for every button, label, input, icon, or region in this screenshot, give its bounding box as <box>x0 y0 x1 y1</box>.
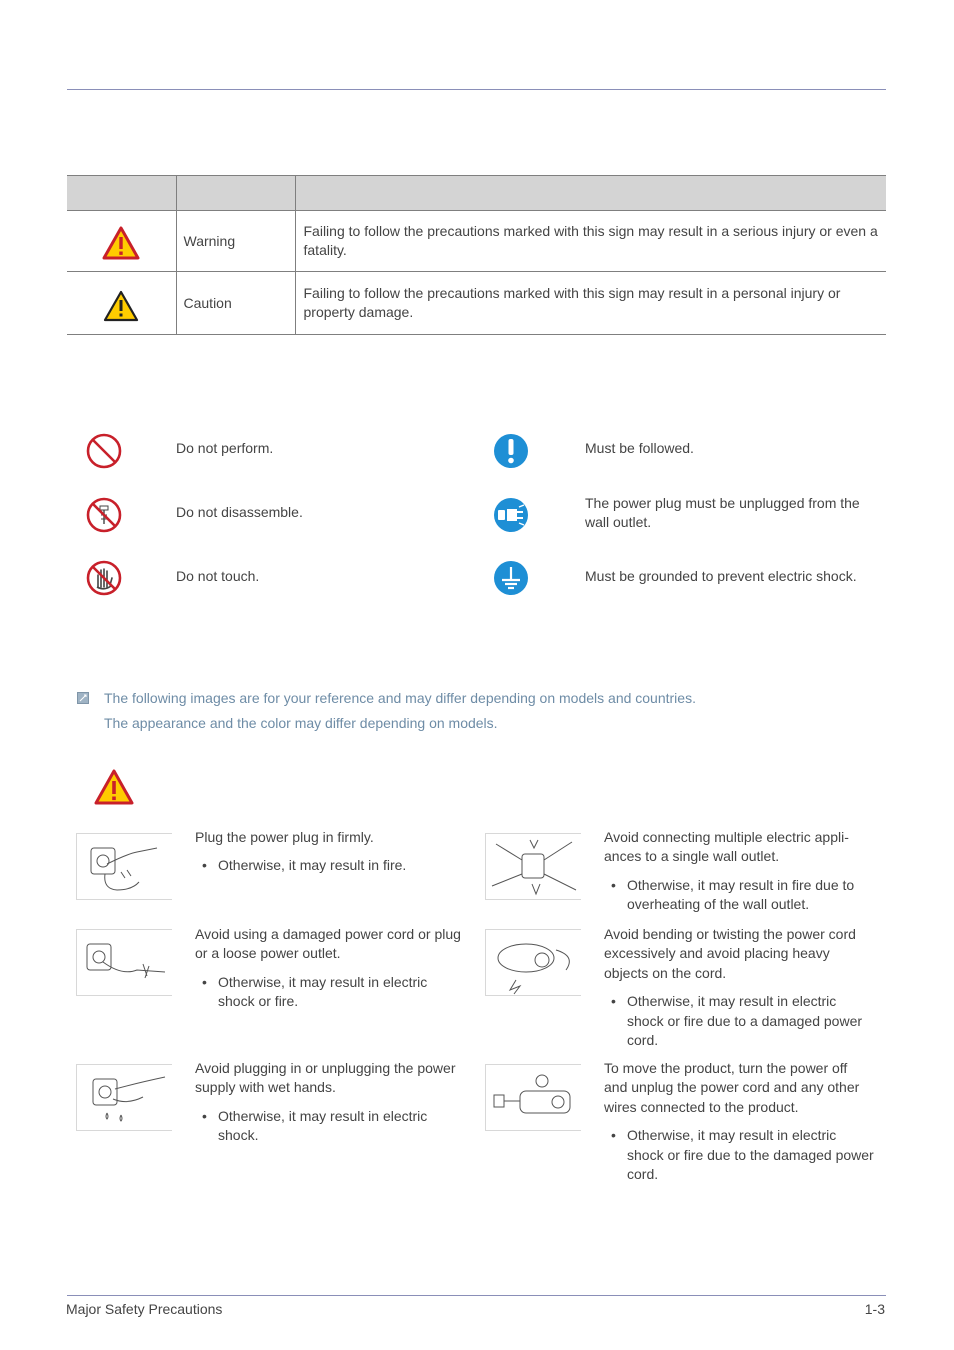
item-bullet: • Otherwise, it may result in fire. <box>195 856 467 875</box>
projector-cord-icon <box>486 930 582 997</box>
item-text: Avoid using a damaged power cord or plug or a loose power outlet. <box>195 926 461 962</box>
multi-plug-icon <box>486 834 582 901</box>
item-bullet: • Otherwise, it may result in electric shock or fire due to the damaged power cord. <box>604 1126 874 1184</box>
item-bullet: • Otherwise, it may result in electric shock. <box>195 1107 467 1146</box>
sign-label-caution: Caution <box>176 272 295 335</box>
ground-icon <box>493 560 529 596</box>
sign-label-warning: Warning <box>176 211 295 272</box>
item-text: To move the product, turn the power off and unplug the power cord and any other wires connected to the product. <box>604 1060 860 1115</box>
item-text: Avoid connecting multiple electric appli-ances to a single wall outlet. <box>604 829 849 865</box>
item-bullet: • Otherwise, it may result in fire due to overheating of the wall outlet. <box>604 876 874 915</box>
exclamation-mandatory-icon <box>493 433 529 469</box>
projector-unplug-icon <box>486 1065 582 1132</box>
caution-triangle-icon <box>103 290 139 322</box>
symbol-unplug: The power plug must be unplugged from the wall outlet. <box>585 495 860 530</box>
footer-section-title: Major Safety Precautions <box>66 1301 223 1317</box>
warning-red-triangle-icon <box>102 226 140 260</box>
no-touch-icon <box>86 560 122 596</box>
item-text: Avoid bending or twisting the power cord excessively and avoid placing heavy objects on the cord. <box>604 926 856 981</box>
page-number: 1-3 <box>864 1301 885 1317</box>
header-rule <box>67 89 886 90</box>
plug-firmly-illustration <box>76 833 172 900</box>
note-line-2: The appearance and the color may differ depending on models. <box>104 715 498 731</box>
damaged-cord-illustration <box>76 929 172 996</box>
sign-desc-caution: Failing to follow the precautions marked with this sign may result in a personal injury or property damage. <box>295 272 886 335</box>
note-icon <box>77 692 89 704</box>
wet-hand-icon <box>77 1065 173 1132</box>
symbol-do-not-touch: Do not touch. <box>176 568 260 584</box>
multiple-outlet-illustration <box>485 833 581 900</box>
table-row <box>67 211 886 272</box>
precaution-item-3 <box>195 925 467 1012</box>
prohibition-icon <box>86 433 122 469</box>
no-disassemble-icon <box>86 497 122 533</box>
precaution-item-1 <box>195 828 467 876</box>
bent-cord-illustration <box>485 929 581 996</box>
item-bullet: • Otherwise, it may result in electric shock or fire due to a damaged power cord. <box>604 992 874 1050</box>
table-header-row <box>67 176 886 211</box>
symbol-do-not-perform: Do not perform. <box>176 440 274 456</box>
item-text: Avoid plugging in or unplugging the power supply with wet hands. <box>195 1060 456 1096</box>
item-bullet: • Otherwise, it may result in electric shock or fire. <box>195 973 467 1012</box>
table-row <box>67 272 886 335</box>
symbol-grounded: Must be grounded to prevent electric shock. <box>585 568 857 584</box>
precaution-item-5 <box>195 1059 467 1146</box>
precaution-item-2 <box>604 828 874 915</box>
warning-section-icon <box>94 769 134 805</box>
sign-desc-warning: Failing to follow the precautions marked with this sign may result in a serious injury or even a fatality. <box>295 211 886 272</box>
unplug-icon <box>493 497 529 533</box>
move-product-illustration <box>485 1064 581 1131</box>
item-text: Plug the power plug in firmly. <box>195 829 374 845</box>
symbol-must-follow: Must be followed. <box>585 440 694 456</box>
plug-hand-icon <box>77 834 173 901</box>
symbol-do-not-disassemble: Do not disassemble. <box>176 504 303 520</box>
footer-rule <box>67 1295 886 1296</box>
note-line-1: The following images are for your reference and may differ depending on models and countries. <box>104 690 696 706</box>
signs-table <box>67 175 886 335</box>
damaged-cord-icon <box>77 930 173 997</box>
precaution-item-6 <box>604 1059 874 1184</box>
precaution-item-4 <box>604 925 874 1050</box>
wet-hands-illustration <box>76 1064 172 1131</box>
